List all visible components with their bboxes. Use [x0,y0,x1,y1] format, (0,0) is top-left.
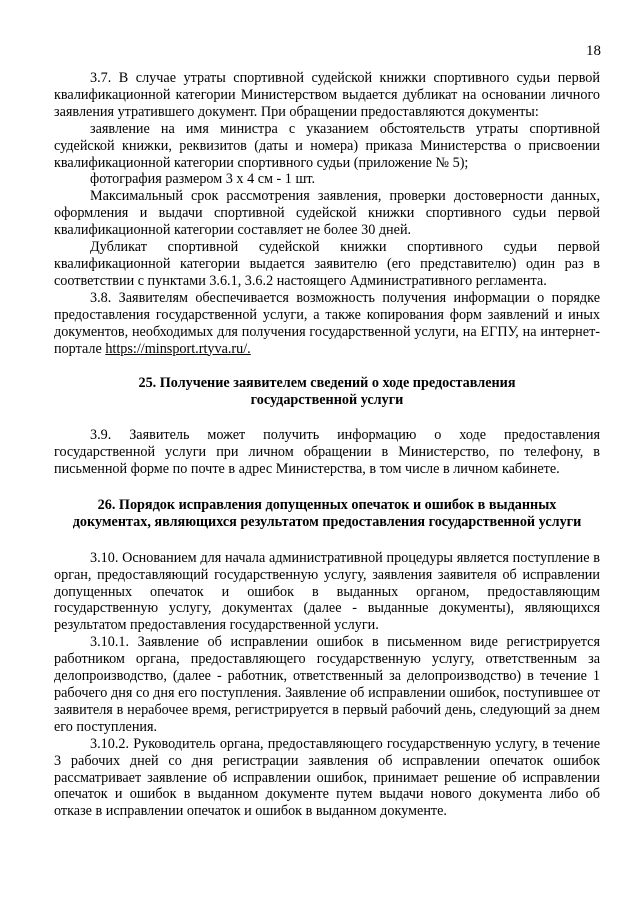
paragraph-duplicate: Дубликат спортивной судейской книжки спортивного судьи первой квалификационной категории выдается заявителю (его представителю) один раз в соответствии с пунктами 3.6.1, 3.6.2 настоящего Административного регламента. [54,239,600,289]
section-25-heading-line-2: государственной услуги [250,392,404,409]
section-25-heading-line-1: 25. Получение заявителем сведений о ходе предоставления [138,375,516,392]
page-number: 18 [586,43,601,59]
paragraph-3-10-2: 3.10.2. Руководитель органа, предоставляющего государственную услугу, в течение 3 рабочих дней со дня регистрации заявления об исправлении опечаток ошибок рассматривает заявление об исправлении ошибок, принимает решение об исправлении опечаток и ошибок в выданном документе путем выдачи нового документа либо об отказе в исправлении опечаток и ошибок в выданном документе. [54,735,600,820]
minsport-portal-link[interactable]: https://minsport.rtyva.ru/. [105,340,251,357]
paragraph-3-10-1: 3.10.1. Заявление об исправлении ошибок в письменном виде регистрируется работником органа, предоставляющего государственную услугу, ответственным за делопроизводство, (далее - работник, ответственный за делопроизводство) в течение 1 рабочего дня со дня его поступления. Заявление об исправлении ошибок, поступившее от заявителя в нерабочее время, регистрируется в первый рабочий день, следующий за днем его поступления. [54,634,600,735]
spacer [54,531,600,550]
section-26-heading-line-1: 26. Порядок исправления допущенных опечаток и ошибок в выданных [97,496,557,513]
spacer [54,478,600,497]
spacer [54,357,600,375]
section-26-heading [54,497,600,531]
paragraph-3-9: 3.9. Заявитель может получить информацию о ходе предоставления государственной услуги при личном обращении в Министерство, по телефону, в письменной форме по почте в адрес Министерства, в том числе в личном кабинете. [54,427,600,478]
spacer [54,409,600,427]
paragraph-max-review-term: Максимальный срок рассмотрения заявления, проверки достоверности данных, оформления и выдачи спортивной судейской книжки спортивного судьи первой квалификационной категории составляет не более 30 дней. [54,188,600,239]
paragraph-application-statement: заявление на имя министра с указанием обстоятельств утраты спортивной судейской книжки, реквизитов (даты и номера) приказа Министерства о присвоении квалификационной категории спортивного судьи (приложение № 5); [54,120,600,171]
paragraph-photo: фотография размером 3 х 4 см - 1 шт. [90,171,316,188]
section-26-heading-line-2: документах, являющихся результатом предоставления государственной услуги [72,513,582,530]
paragraph-3-7: 3.7. В случае утраты спортивной судейской книжки спортивного судьи первой квалификационной категории Министерством выдается дубликат на основании личного заявления утратившего документ. При обращении предоставляются документы: [54,70,600,120]
document-body [54,70,600,820]
paragraph-3-10: 3.10. Основанием для начала административной процедуры является поступление в орган, предоставляющий государственную услугу, заявления заявителя об исправлении допущенных опечаток и ошибок в выданных органом, предоставляющим государственную услугу, документах (далее - выданные документы), являющихся результатом предоставления государственной услуги. [54,549,600,634]
paragraph-3-8-text: 3.8. Заявителям обеспечивается возможность получения информации о порядке предоставления государственной услуги, а также копирования форм заявлений и иных документов, необходимых для получения государственной услуги, на ЕГПУ, на интернет-портале [54,289,600,357]
paragraph-3-8 [54,290,600,358]
section-25-heading [54,375,600,409]
